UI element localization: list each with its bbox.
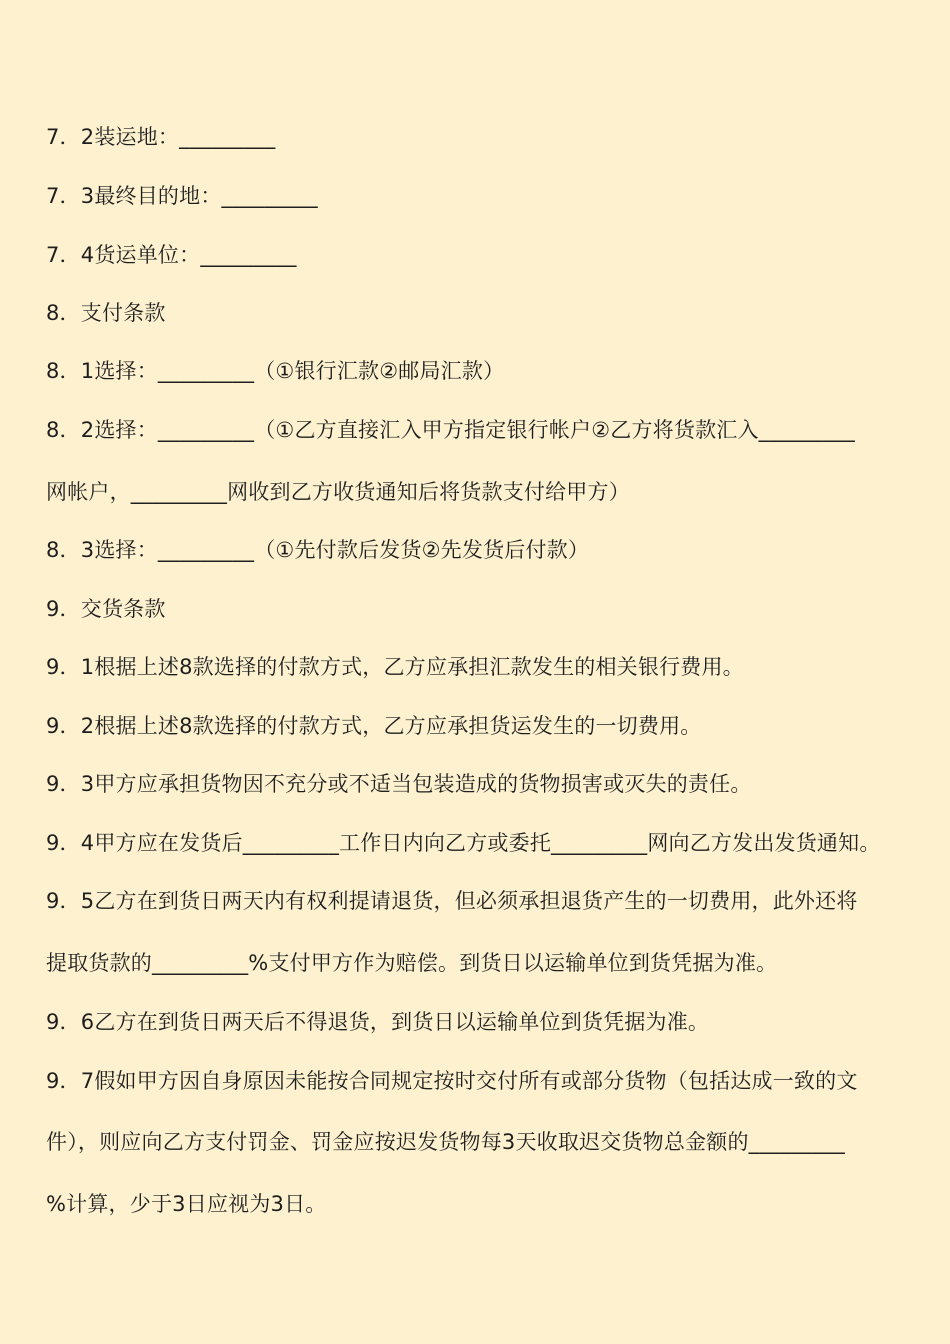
clause-9-1: 9．1根据上述8款选择的付款方式，乙方应承担汇款发生的相关银行费用。: [46, 655, 744, 679]
clause-9-3: 9．3甲方应承担货物因不充分或不适当包装造成的货物损害或灭失的责任。: [46, 772, 752, 796]
section-9-heading: 9．交货条款: [46, 597, 166, 621]
clause-8-1: 8．1选择：_________（①银行汇款②邮局汇款）: [46, 359, 505, 383]
clause-9-5: 9．5乙方在到货日两天内有权利提请退货，但必须承担退货产生的一切费用，此外还将: [46, 889, 858, 913]
clause-9-6: 9．6乙方在到货日两天后不得退货，到货日以运输单位到货凭据为准。: [46, 1010, 710, 1034]
clause-7-4: 7．4货运单位：_________: [46, 243, 297, 267]
clause-7-2: 7．2装运地：_________: [46, 125, 276, 149]
clause-8-2: 8．2选择：_________（①乙方直接汇入甲方指定银行帐户②乙方将货款汇入_________: [46, 418, 855, 442]
section-8-heading: 8．支付条款: [46, 301, 166, 325]
clause-8-3: 8．3选择：_________（①先付款后发货②先发货后付款）: [46, 538, 590, 562]
clause-8-2-continued: 网帐户，_________网收到乙方收货通知后将货款支付给甲方）: [46, 480, 630, 504]
clause-9-5-continued: 提取货款的_________%支付甲方作为赔偿。到货日以运输单位到货凭据为准。: [46, 951, 778, 975]
clause-9-7-continued: 件），则应向乙方支付罚金、罚金应按迟发货物每3天收取迟交货物总金额的_________: [46, 1130, 845, 1154]
clause-9-2: 9．2根据上述8款选择的付款方式，乙方应承担货运发生的一切费用。: [46, 714, 702, 738]
clause-9-7: 9．7假如甲方因自身原因未能按合同规定按时交付所有或部分货物（包括达成一致的文: [46, 1069, 858, 1093]
clause-9-7-end: %计算，少于3日应视为3日。: [46, 1192, 327, 1216]
clause-9-4: 9．4甲方应在发货后_________工作日内向乙方或委托_________网向乙方发出发货通知。: [46, 831, 881, 855]
clause-7-3: 7．3最终目的地：_________: [46, 184, 318, 208]
